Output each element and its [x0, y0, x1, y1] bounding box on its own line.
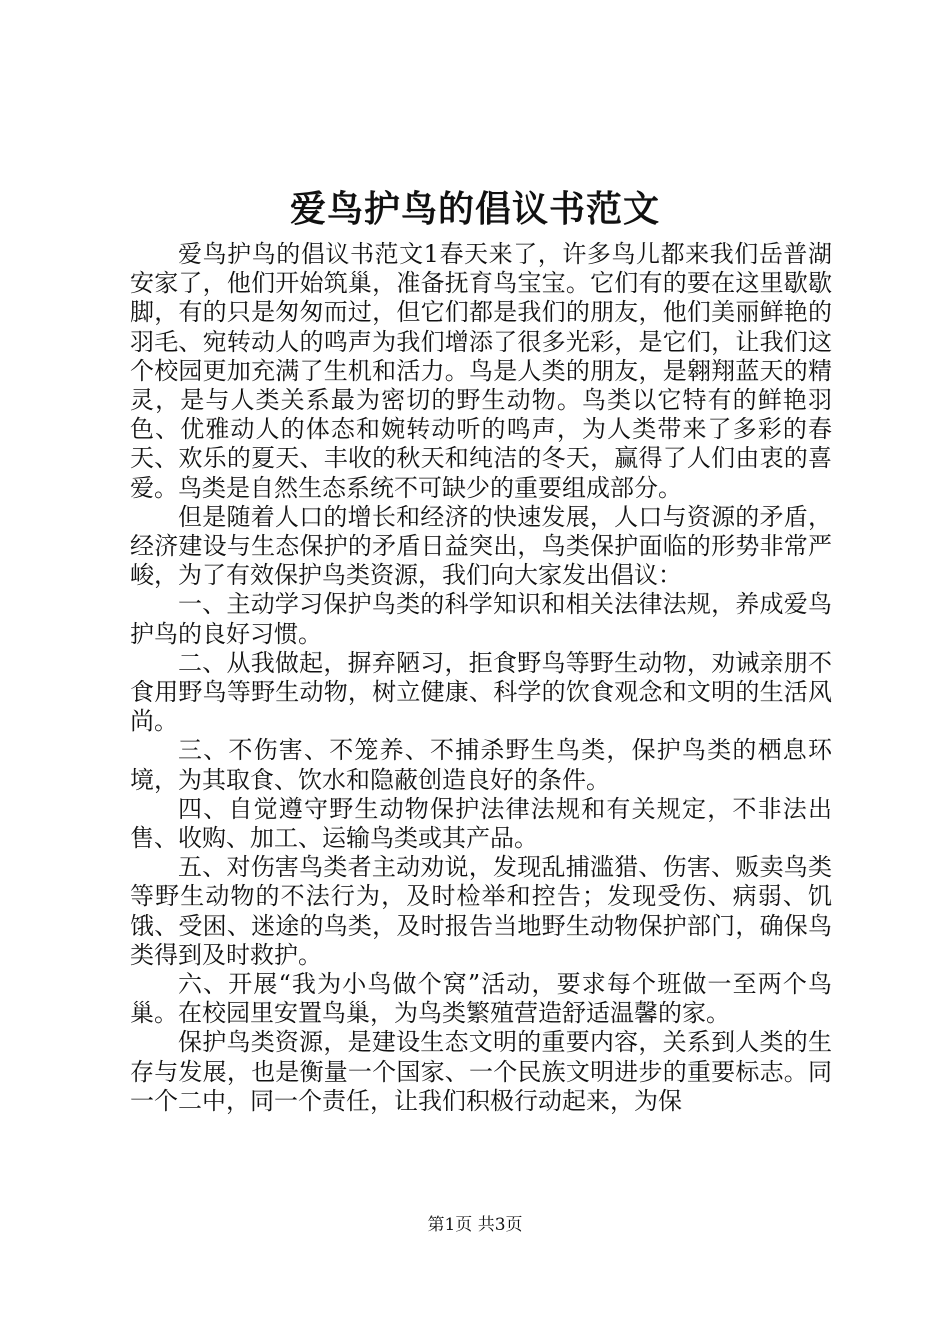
paragraph: 六、开展“我为小鸟做个窝”活动，要求每个班做一至两个鸟巢。在校园里安置鸟巢，为鸟类繁殖营造舒适温馨的家。 [130, 970, 832, 1028]
paragraph: 保护鸟类资源，是建设生态文明的重要内容，关系到人类的生存与发展，也是衡量一个国家、一个民族文明进步的重要标志。同一个二中，同一个责任，让我们积极行动起来，为保 [130, 1028, 832, 1115]
paragraph: 爱鸟护鸟的倡议书范文1春天来了，许多鸟儿都来我们岳普湖安家了，他们开始筑巢，准备抚育鸟宝宝。它们有的要在这里歇歇脚，有的只是匆匆而过，但它们都是我们的朋友，他们美丽鲜艳的羽毛、宛转动人的鸣声为我们增添了很多光彩，是它们，让我们这个校园更加充满了生机和活力。鸟是人类的朋友，是翱翔蓝天的精灵，是与人类关系最为密切的野生动物。鸟类以它特有的鲜艳羽色、优雅动人的体态和婉转动听的鸣声，为人类带来了多彩的春天、欢乐的夏天、丰收的秋天和纯洁的冬天，赢得了人们由衷的喜爱。鸟类是自然生态系统不可缺少的重要组成部分。 [130, 240, 832, 502]
paragraph: 二、从我做起，摒弃陋习，拒食野鸟等野生动物，劝诫亲朋不食用野鸟等野生动物，树立健康、科学的饮食观念和文明的生活风尚。 [130, 648, 832, 736]
paragraph: 一、主动学习保护鸟类的科学知识和相关法律法规，养成爱鸟护鸟的良好习惯。 [130, 590, 832, 648]
paragraph: 三、不伤害、不笼养、不捕杀野生鸟类，保护鸟类的栖息环境，为其取食、饮水和隐蔽创造良好的条件。 [130, 736, 832, 794]
paragraph: 五、对伤害鸟类者主动劝说，发现乱捕滥猎、伤害、贩卖鸟类等野生动物的不法行为，及时检举和控告；发现受伤、病弱、饥饿、受困、迷途的鸟类，及时报告当地野生动物保护部门，确保鸟类得到及时救护。 [130, 853, 832, 969]
document-body [130, 240, 832, 1116]
paragraph: 四、自觉遵守野生动物保护法律法规和有关规定，不非法出售、收购、加工、运输鸟类或其产品。 [130, 794, 832, 853]
paragraph: 但是随着人口的增长和经济的快速发展，人口与资源的矛盾，经济建设与生态保护的矛盾日益突出，鸟类保护面临的形势非常严峻，为了有效保护鸟类资源，我们向大家发出倡议： [130, 502, 832, 590]
page-footer: 第1页 共3页 [427, 1215, 523, 1235]
document-title: 爱鸟护鸟的倡议书范文 [289, 188, 660, 230]
